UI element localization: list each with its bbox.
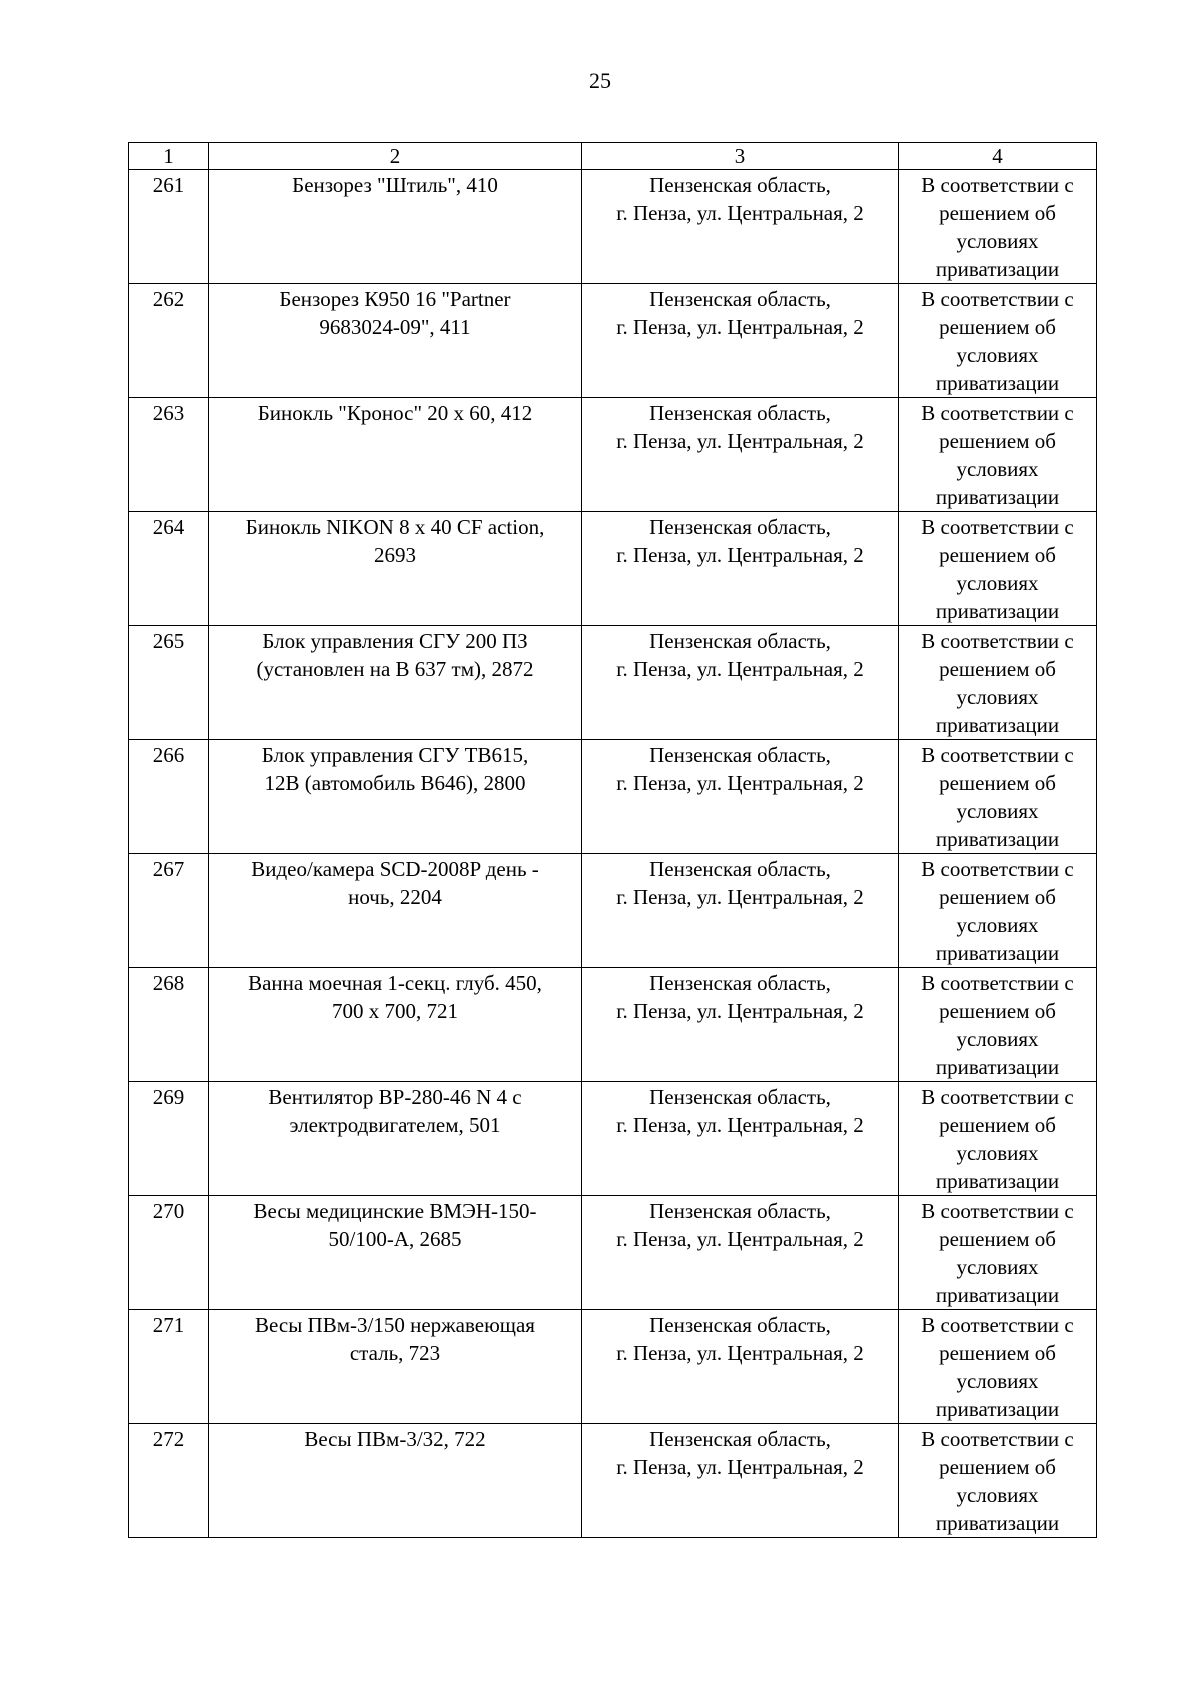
location-cell xyxy=(582,1310,899,1424)
item-name-line: 2693 xyxy=(374,543,416,567)
terms-cell xyxy=(899,512,1097,626)
table-row xyxy=(129,398,1097,512)
terms-line: условиях xyxy=(956,1255,1039,1279)
item-name-line: Весы ПВм-3/32, 722 xyxy=(304,1427,486,1451)
terms-line: приватизации xyxy=(935,1055,1060,1079)
location-cell xyxy=(582,284,899,398)
item-name-cell xyxy=(209,740,582,854)
table-row xyxy=(129,854,1097,968)
location-line: г. Пенза, ул. Центральная, 2 xyxy=(616,657,864,681)
item-name-cell xyxy=(209,1424,582,1538)
column-header-name: 2 xyxy=(209,143,582,170)
table-row xyxy=(129,512,1097,626)
item-name-line: Бинокль "Кронос" 20 х 60, 412 xyxy=(257,401,533,425)
row-number-cell: 270 xyxy=(129,1196,209,1310)
property-table xyxy=(128,142,1097,1538)
location-line: г. Пенза, ул. Центральная, 2 xyxy=(616,1341,864,1365)
item-name-line: Блок управления СГУ ТВ615, xyxy=(261,743,529,767)
location-line: Пензенская область, xyxy=(649,629,831,653)
table-header xyxy=(129,143,1097,170)
terms-line: решением об xyxy=(939,543,1056,567)
terms-line: решением об xyxy=(939,201,1056,225)
terms-cell xyxy=(899,170,1097,284)
item-name-line: (установлен на В 637 тм), 2872 xyxy=(256,657,534,681)
column-header-location: 3 xyxy=(582,143,899,170)
location-cell xyxy=(582,740,899,854)
page-number: 25 xyxy=(589,68,611,93)
item-name-cell xyxy=(209,398,582,512)
terms-line: В соответствии с xyxy=(921,743,1074,767)
terms-cell xyxy=(899,398,1097,512)
terms-line: решением об xyxy=(939,429,1056,453)
terms-cell xyxy=(899,626,1097,740)
location-line: г. Пенза, ул. Центральная, 2 xyxy=(616,543,864,567)
location-line: Пензенская область, xyxy=(649,1313,831,1337)
location-line: Пензенская область, xyxy=(649,1427,831,1451)
location-line: Пензенская область, xyxy=(649,1199,831,1223)
item-name-cell xyxy=(209,170,582,284)
terms-line: решением об xyxy=(939,1113,1056,1137)
terms-line: решением об xyxy=(939,315,1056,339)
terms-line: условиях xyxy=(956,1027,1039,1051)
terms-line: решением об xyxy=(939,999,1056,1023)
location-cell xyxy=(582,1424,899,1538)
item-name-line: Весы ПВм-3/150 нержавеющая xyxy=(255,1313,535,1337)
location-line: г. Пенза, ул. Центральная, 2 xyxy=(616,1113,864,1137)
location-line: Пензенская область, xyxy=(649,857,831,881)
location-line: г. Пенза, ул. Центральная, 2 xyxy=(616,315,864,339)
item-name-line: Весы медицинские ВМЭН-150- xyxy=(253,1199,537,1223)
item-name-line: электродвигателем, 501 xyxy=(289,1113,501,1137)
terms-line: приватизации xyxy=(935,941,1060,965)
item-name-line: Блок управления СГУ 200 ПЗ xyxy=(262,629,528,653)
item-name-cell xyxy=(209,284,582,398)
table-row xyxy=(129,170,1097,284)
item-name-line: Вентилятор ВР-280-46 N 4 с xyxy=(268,1085,522,1109)
location-cell xyxy=(582,1082,899,1196)
terms-line: В соответствии с xyxy=(921,1427,1074,1451)
table-row xyxy=(129,1082,1097,1196)
terms-line: приватизации xyxy=(935,371,1060,395)
location-line: г. Пенза, ул. Центральная, 2 xyxy=(616,771,864,795)
item-name-line: Бензорез К950 16 "Partner xyxy=(279,287,511,311)
item-name-line: Ванна моечная 1-секц. глуб. 450, xyxy=(248,971,542,995)
terms-line: В соответствии с xyxy=(921,173,1074,197)
location-line: г. Пенза, ул. Центральная, 2 xyxy=(616,999,864,1023)
terms-line: приватизации xyxy=(935,1169,1060,1193)
item-name-line: 9683024-09", 411 xyxy=(319,315,471,339)
terms-line: условиях xyxy=(956,1141,1039,1165)
table-row xyxy=(129,626,1097,740)
terms-cell xyxy=(899,1424,1097,1538)
location-line: Пензенская область, xyxy=(649,743,831,767)
location-line: Пензенская область, xyxy=(649,173,831,197)
row-number-cell: 272 xyxy=(129,1424,209,1538)
terms-line: условиях xyxy=(956,799,1039,823)
item-name-line: ночь, 2204 xyxy=(348,885,442,909)
terms-line: условиях xyxy=(956,229,1039,253)
item-name-cell xyxy=(209,512,582,626)
terms-line: В соответствии с xyxy=(921,629,1074,653)
item-name-line: 700 х 700, 721 xyxy=(332,999,458,1023)
terms-cell xyxy=(899,1082,1097,1196)
location-line: г. Пенза, ул. Центральная, 2 xyxy=(616,1227,864,1251)
location-line: Пензенская область, xyxy=(649,971,831,995)
terms-line: В соответствии с xyxy=(921,857,1074,881)
row-number-cell: 268 xyxy=(129,968,209,1082)
terms-line: решением об xyxy=(939,1455,1056,1479)
terms-line: решением об xyxy=(939,1341,1056,1365)
terms-line: В соответствии с xyxy=(921,515,1074,539)
terms-cell xyxy=(899,1310,1097,1424)
location-cell xyxy=(582,1196,899,1310)
item-name-cell xyxy=(209,854,582,968)
location-cell xyxy=(582,398,899,512)
terms-line: В соответствии с xyxy=(921,287,1074,311)
item-name-cell xyxy=(209,1196,582,1310)
terms-line: решением об xyxy=(939,885,1056,909)
row-number-cell: 265 xyxy=(129,626,209,740)
terms-line: решением об xyxy=(939,1227,1056,1251)
item-name-line: 50/100-А, 2685 xyxy=(328,1227,462,1251)
table-row xyxy=(129,968,1097,1082)
terms-line: В соответствии с xyxy=(921,1085,1074,1109)
terms-line: решением об xyxy=(939,771,1056,795)
terms-cell xyxy=(899,968,1097,1082)
location-cell xyxy=(582,512,899,626)
column-header-terms: 4 xyxy=(899,143,1097,170)
terms-line: решением об xyxy=(939,657,1056,681)
item-name-cell xyxy=(209,1082,582,1196)
row-number-cell: 269 xyxy=(129,1082,209,1196)
item-name-cell xyxy=(209,968,582,1082)
terms-line: приватизации xyxy=(935,485,1060,509)
location-line: Пензенская область, xyxy=(649,401,831,425)
terms-line: приватизации xyxy=(935,257,1060,281)
terms-cell xyxy=(899,854,1097,968)
row-number-cell: 263 xyxy=(129,398,209,512)
terms-cell xyxy=(899,740,1097,854)
terms-line: условиях xyxy=(956,571,1039,595)
location-line: г. Пенза, ул. Центральная, 2 xyxy=(616,885,864,909)
terms-line: условиях xyxy=(956,343,1039,367)
location-line: Пензенская область, xyxy=(649,1085,831,1109)
terms-line: условиях xyxy=(956,457,1039,481)
location-line: г. Пенза, ул. Центральная, 2 xyxy=(616,1455,864,1479)
item-name-line: сталь, 723 xyxy=(349,1341,441,1365)
location-cell xyxy=(582,626,899,740)
row-number-cell: 266 xyxy=(129,740,209,854)
terms-line: В соответствии с xyxy=(921,1199,1074,1223)
item-name-cell xyxy=(209,1310,582,1424)
table-row xyxy=(129,284,1097,398)
row-number-cell: 271 xyxy=(129,1310,209,1424)
item-name-line: Видео/камера SCD-2008P день - xyxy=(251,857,539,881)
terms-line: условиях xyxy=(956,1369,1039,1393)
table-row xyxy=(129,740,1097,854)
terms-line: условиях xyxy=(956,1483,1039,1507)
terms-line: условиях xyxy=(956,685,1039,709)
terms-line: приватизации xyxy=(935,713,1060,737)
column-header-number: 1 xyxy=(129,143,209,170)
terms-line: В соответствии с xyxy=(921,1313,1074,1337)
terms-line: приватизации xyxy=(935,827,1060,851)
terms-cell xyxy=(899,284,1097,398)
item-name-line: 12В (автомобиль В646), 2800 xyxy=(264,771,526,795)
terms-line: В соответствии с xyxy=(921,971,1074,995)
table-body xyxy=(129,170,1097,1538)
table-row xyxy=(129,1424,1097,1538)
location-line: г. Пенза, ул. Центральная, 2 xyxy=(616,201,864,225)
terms-line: приватизации xyxy=(935,1283,1060,1307)
row-number-cell: 264 xyxy=(129,512,209,626)
row-number-cell: 267 xyxy=(129,854,209,968)
terms-cell xyxy=(899,1196,1097,1310)
terms-line: В соответствии с xyxy=(921,401,1074,425)
terms-line: приватизации xyxy=(935,599,1060,623)
item-name-line: Бензорез "Штиль", 410 xyxy=(292,173,498,197)
item-name-cell xyxy=(209,626,582,740)
item-name-line: Бинокль NIKON 8 x 40 CF action, xyxy=(245,515,545,539)
location-line: Пензенская область, xyxy=(649,515,831,539)
row-number-cell: 262 xyxy=(129,284,209,398)
terms-line: приватизации xyxy=(935,1511,1060,1535)
table-row xyxy=(129,1196,1097,1310)
location-line: г. Пенза, ул. Центральная, 2 xyxy=(616,429,864,453)
table-row xyxy=(129,1310,1097,1424)
header-row xyxy=(129,143,1097,170)
location-cell xyxy=(582,968,899,1082)
location-cell xyxy=(582,854,899,968)
terms-line: условиях xyxy=(956,913,1039,937)
location-cell xyxy=(582,170,899,284)
location-line: Пензенская область, xyxy=(649,287,831,311)
row-number-cell: 261 xyxy=(129,170,209,284)
terms-line: приватизации xyxy=(935,1397,1060,1421)
